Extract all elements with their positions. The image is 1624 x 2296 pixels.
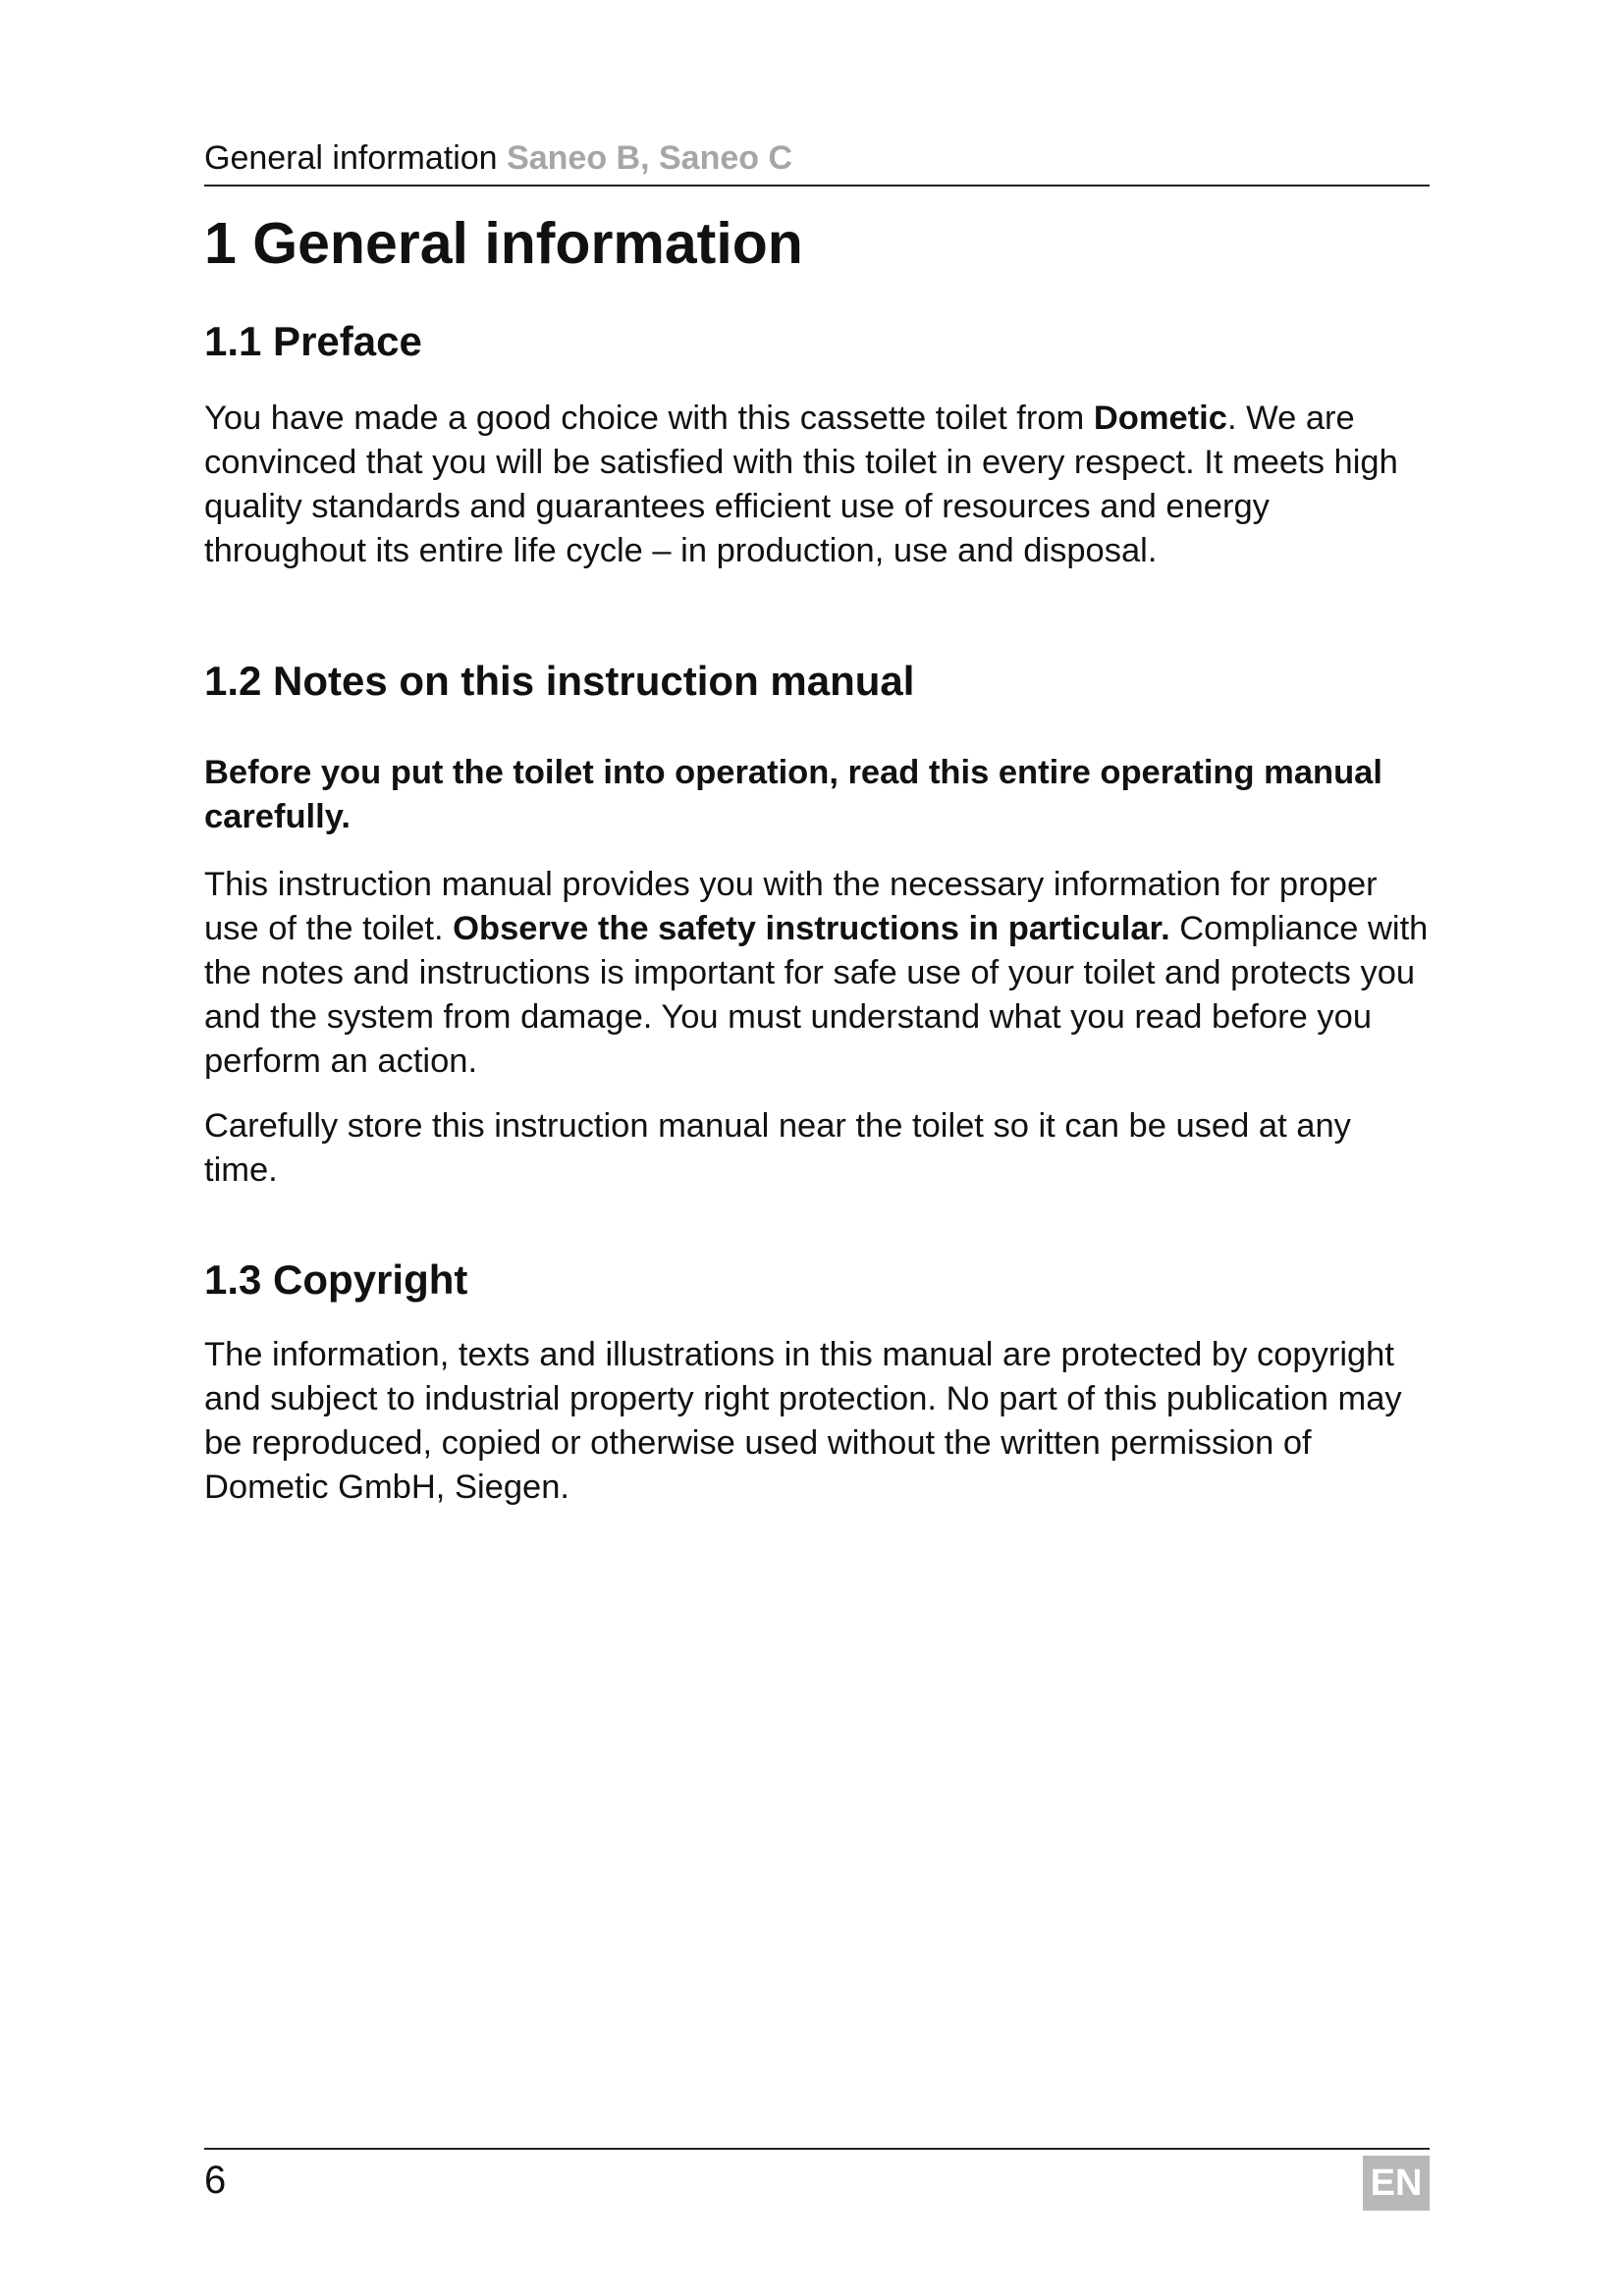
running-header bbox=[204, 135, 1430, 187]
preface-paragraph bbox=[204, 397, 1430, 573]
section-title-notes: 1.2 Notes on this instruction manual bbox=[204, 658, 915, 704]
preface-text-end: . We are convinced that you will be satisfied with this toilet in every respect. It meets high quality standards and guarantees efficient use of resources and energy throughout its entire life cycle – in production, use and disposal. bbox=[204, 400, 1398, 569]
header-section-title: General information bbox=[204, 139, 498, 177]
notes-paragraph-1 bbox=[204, 863, 1430, 1084]
notes-text-end: Compliance with the notes and instructions is important for safe use of your toilet and protects you and the system from damage. You must understand what you read before you perform an action. bbox=[204, 910, 1429, 1080]
language-badge: EN bbox=[1363, 2156, 1430, 2211]
footer-divider bbox=[204, 2148, 1430, 2150]
manual-page bbox=[204, 0, 1430, 2296]
section-title-copyright: 1.3 Copyright bbox=[204, 1256, 468, 1303]
safety-emphasis: Observe the safety instructions in particular. bbox=[453, 910, 1170, 947]
notes-text-start: This instruction manual provides you with the necessary information for proper use of the toilet. bbox=[204, 866, 1378, 947]
chapter-title: 1 General information bbox=[204, 211, 803, 276]
copyright-paragraph: The information, texts and illustrations in this manual are protected by copyright and subject to industrial property right protection. No part of this publication may be reproduced, copied or otherwise used without the written permission of Dometic GmbH, Siegen. bbox=[204, 1336, 1402, 1506]
brand-name: Dometic bbox=[1093, 400, 1227, 437]
section-title-preface: 1.1 Preface bbox=[204, 318, 422, 364]
preface-text-start: You have made a good choice with this cassette toilet from bbox=[204, 400, 1094, 437]
notes-paragraph-2: Carefully store this instruction manual near the toilet so it can be used at any time. bbox=[204, 1107, 1351, 1189]
header-product-name: Saneo B, Saneo C bbox=[507, 139, 793, 177]
page-number: 6 bbox=[204, 2159, 227, 2202]
notes-lead-paragraph: Before you put the toilet into operation, read this entire operating manual carefully. bbox=[204, 754, 1382, 835]
